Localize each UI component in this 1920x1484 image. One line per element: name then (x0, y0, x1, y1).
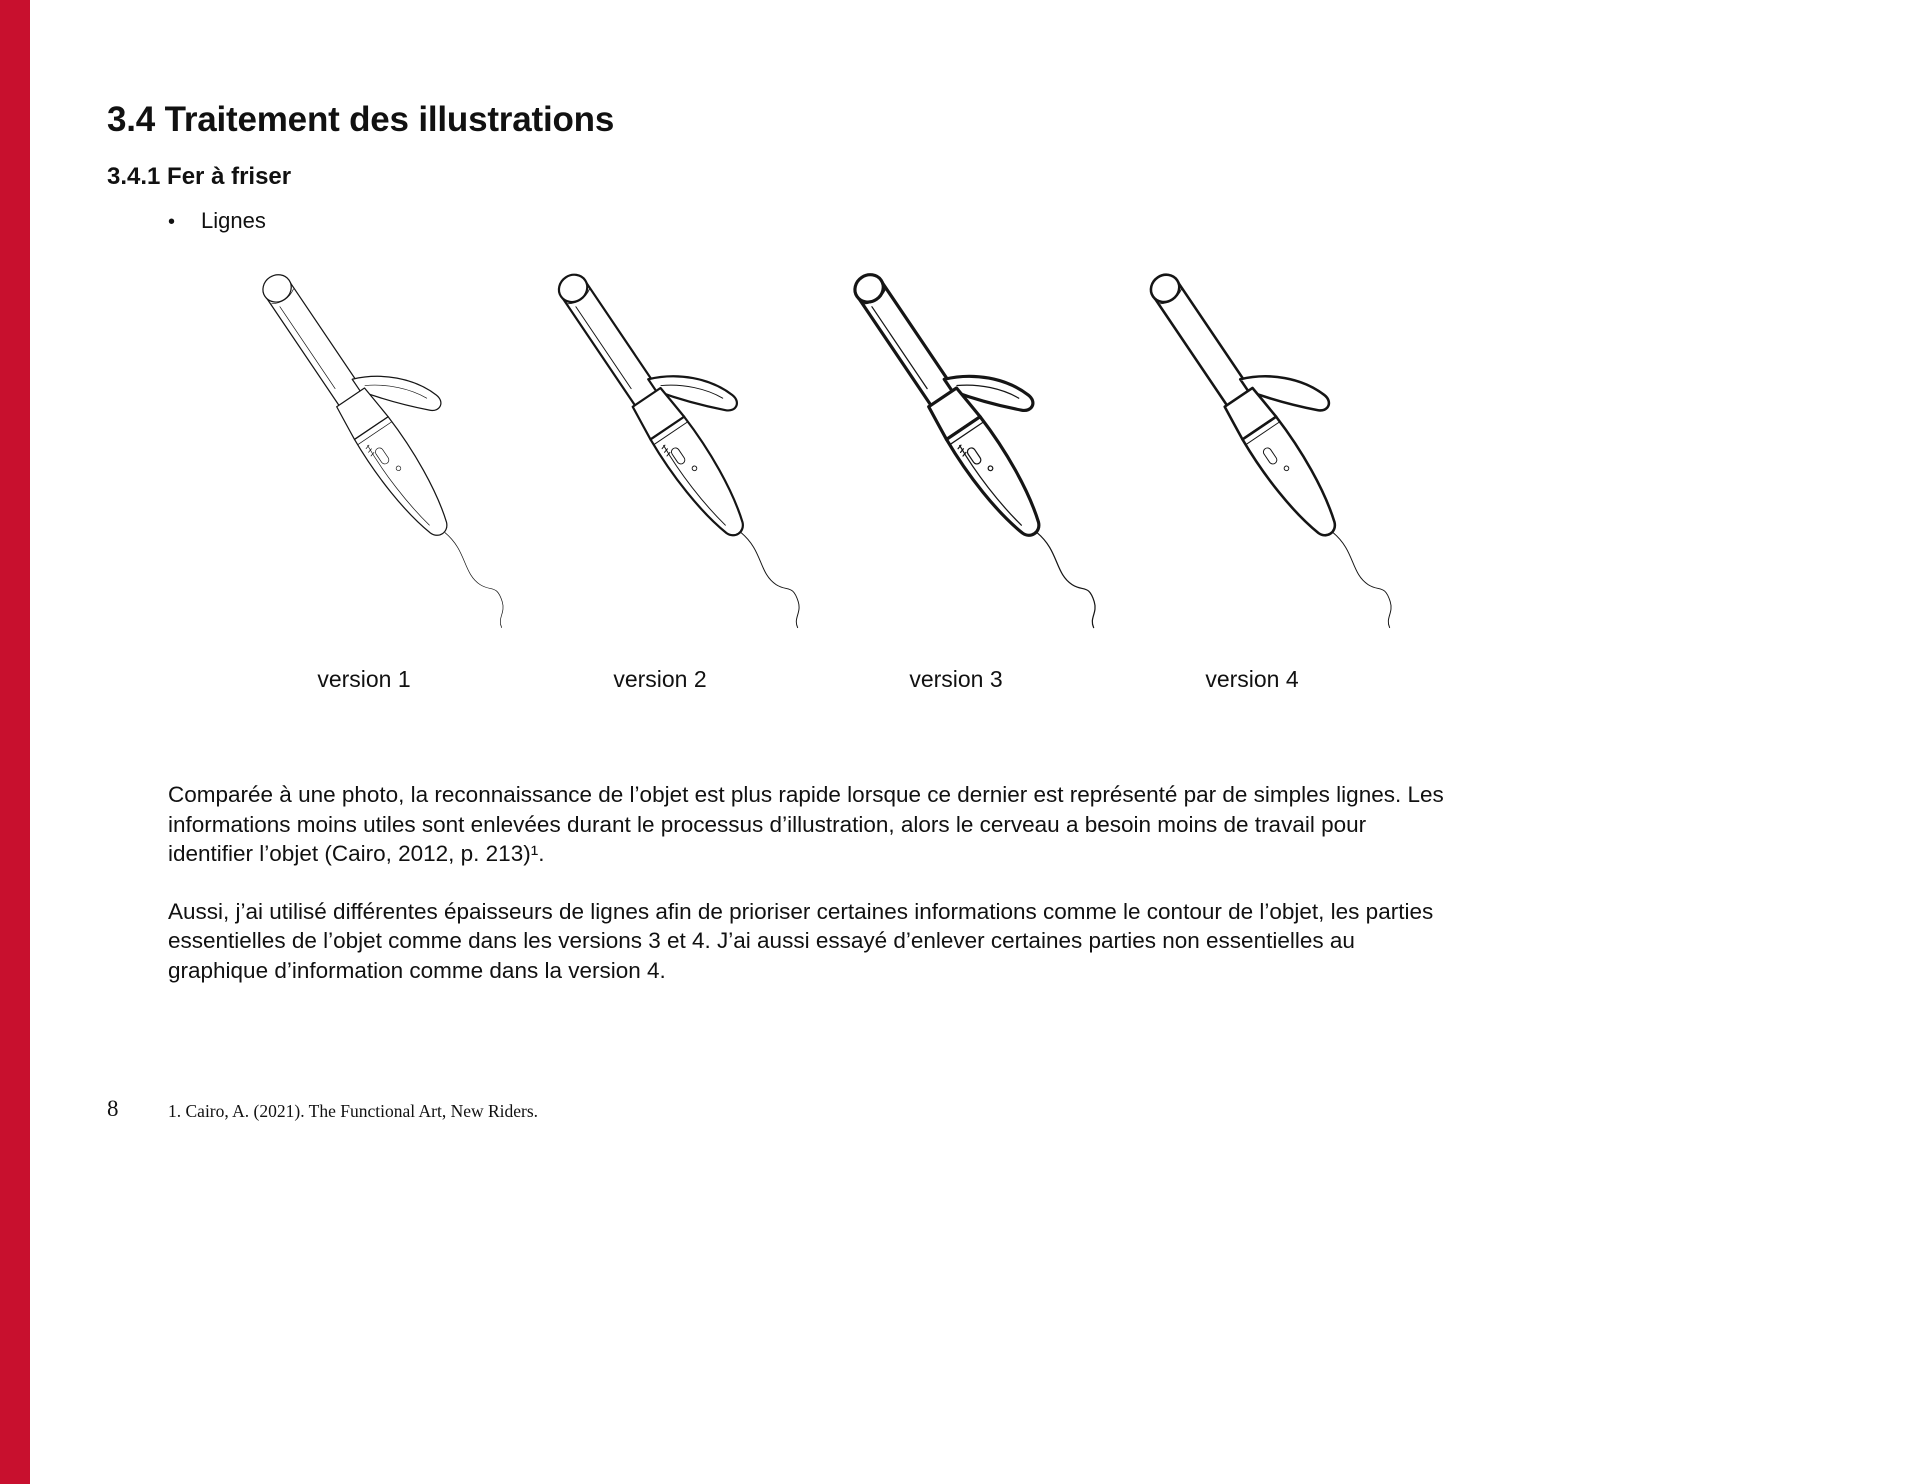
curling-iron-illustration-v1 (214, 258, 514, 638)
paragraph-recognition: Comparée à une photo, la reconnaissance de l’objet est plus rapide lorsque ce dernier est représenté par de simples lignes. Les informations moins utiles sont enlevées durant le processus d’illustration, alors le cerveau a besoin moins de travail pour identifier l’objet (Cairo, 2012, p. 213)¹. (168, 782, 1444, 866)
section-heading: 3.4 Traitement des illustrations (107, 100, 615, 139)
paragraph-line-weights: Aussi, j’ai utilisé différentes épaisseurs de lignes afin de prioriser certaines informations comme le contour de l’objet, les parties essentielles de l’objet comme dans les versions 3 et 4. J’ai aussi essayé d’enlever certaines parties non essentielles au graphique d’information comme dans la version 4. (168, 898, 1434, 983)
curling-iron-illustration-v2 (510, 258, 810, 638)
bullet-label: Lignes (201, 208, 266, 233)
subsection-heading: 3.4.1 Fer à friser (107, 163, 292, 190)
body-text (168, 780, 1456, 985)
figure-caption: version 4 (1205, 666, 1299, 692)
figure-caption: version 1 (317, 666, 411, 692)
figure-version-3 (810, 258, 1102, 693)
page-accent-bar (0, 0, 30, 1484)
figure-version-4 (1106, 258, 1398, 693)
curling-iron-illustration-v3 (806, 258, 1106, 638)
footnote-citation: 1. Cairo, A. (2021). The Functional Art, New Riders. (168, 1101, 539, 1121)
figure-version-2 (514, 258, 806, 693)
bullet-marker: • (168, 211, 176, 233)
curling-iron-illustration-v4 (1102, 258, 1402, 638)
page-footer (0, 1096, 1920, 1136)
figure-caption: version 2 (613, 666, 707, 692)
page-number: 8 (107, 1096, 119, 1121)
figure-caption: version 3 (909, 666, 1003, 692)
bullet-item (168, 208, 266, 234)
illustration-row (218, 258, 1398, 693)
figure-version-1 (218, 258, 510, 693)
